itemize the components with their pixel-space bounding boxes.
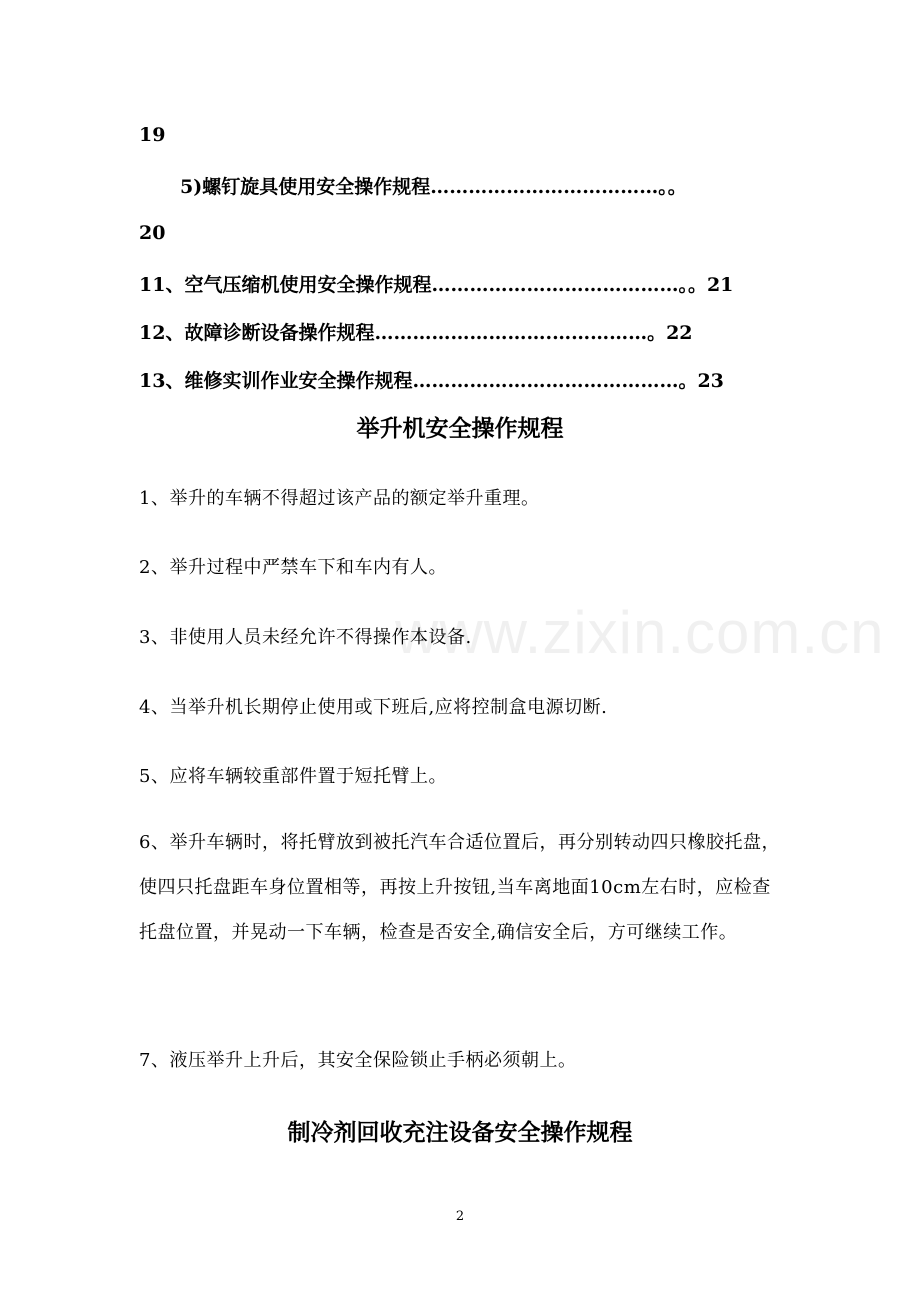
toc-entry-text: 11、空气压缩机使用安全操作规程 xyxy=(139,274,432,296)
list-item: 6、举升车辆时，将托臂放到被托汽车合适位置后，再分别转动四只橡胶托盘，使四只托盘距车身位置相等，再按上升按钮,当车离地面10cm左右时，应检查托盘位置，并晃动一下车辆，检查是否安全,确信安全后，方可继续工作。 xyxy=(139,832,780,943)
list-item: 5、应将车辆较重部件置于短托臂上。 xyxy=(139,766,447,787)
toc-entry-leader: …………………………………。。21 xyxy=(431,274,734,296)
toc-entry-leader: ……………………….……………。22 xyxy=(374,322,693,344)
page-number: 2 xyxy=(455,1209,465,1224)
toc-entry xyxy=(139,270,733,297)
list-item: 7、液压举升上升后，其安全保险锁止手柄必须朝上。 xyxy=(139,1050,577,1071)
list-item: 1、举升的车辆不得超过该产品的额定举升重理。 xyxy=(139,488,540,509)
toc-entry xyxy=(139,366,724,393)
watermark: www.zixin.com.cn xyxy=(395,599,885,666)
toc-entry-text: 12、故障诊断设备操作规程 xyxy=(139,322,375,344)
toc-page-number: 20 xyxy=(139,222,166,244)
section-title: 举升机安全操作规程 xyxy=(356,415,564,442)
toc-page-number: 19 xyxy=(139,124,166,146)
toc-entry-leader: ……………………………………。23 xyxy=(412,370,724,392)
section-title: 制冷剂回收充注设备安全操作规程 xyxy=(287,1119,633,1146)
toc-entry-leader: ………………………………。。 xyxy=(430,176,687,198)
list-item: 4、当举升机长期停止使用或下班后,应将控制盒电源切断. xyxy=(139,697,608,718)
toc-entry-text: 13、维修实训作业安全操作规程 xyxy=(139,370,413,392)
list-item: 3、非使用人员未经允许不得操作本设备. xyxy=(139,627,472,648)
list-item: 2、举升过程中严禁车下和车内有人。 xyxy=(139,557,447,578)
toc-entry xyxy=(180,172,687,199)
toc-entry xyxy=(139,318,693,345)
toc-entry-text: 5)螺钉旋具使用安全操作规程 xyxy=(180,176,431,198)
